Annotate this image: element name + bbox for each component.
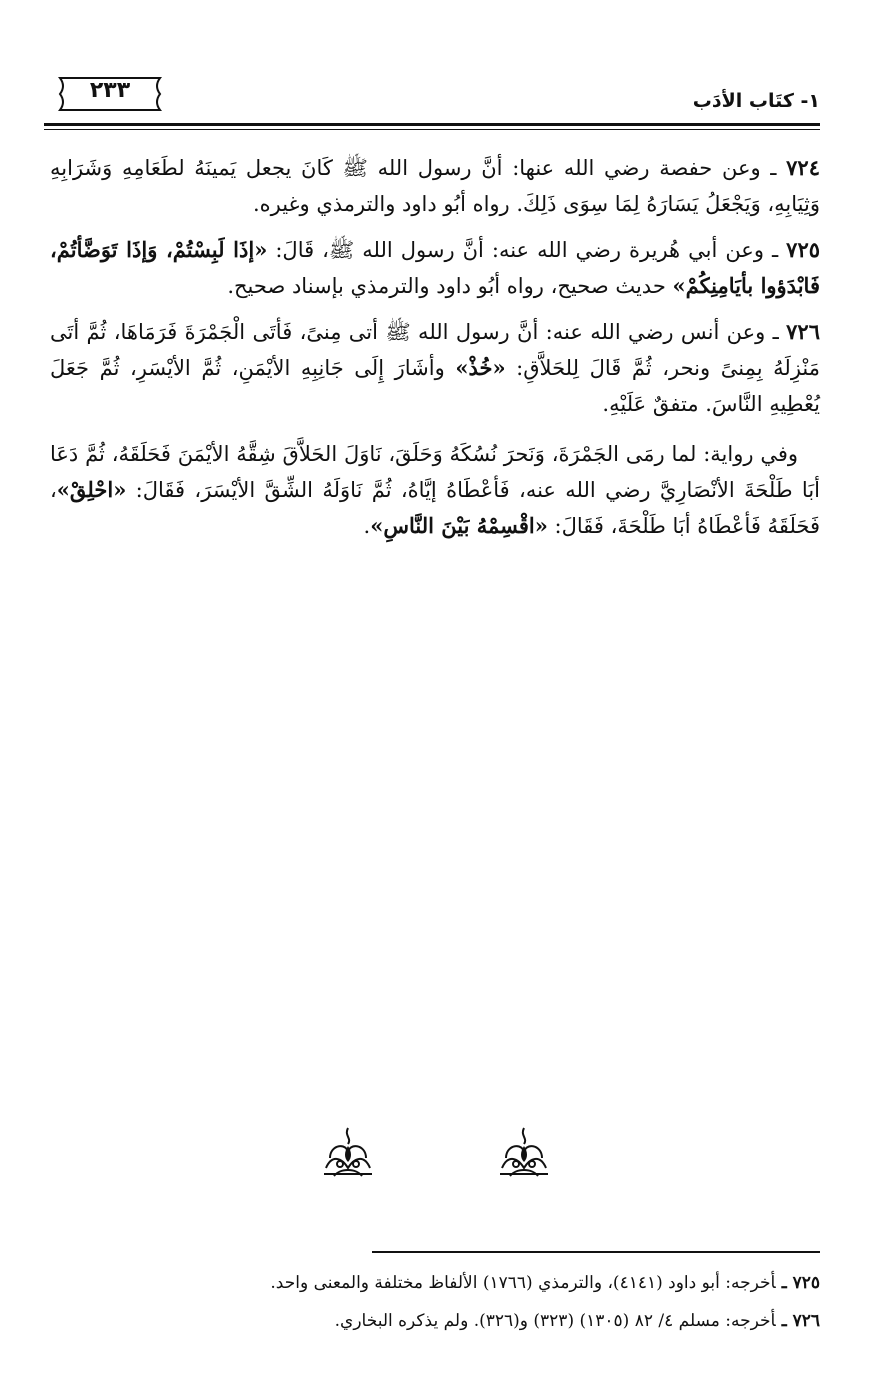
- narration-paragraph: [50, 436, 820, 544]
- hadith-text: ـ وعن أنس رضي الله عنه: أنَّ رسول الله ﷺ أتى مِنىً، فَأتَى الْجَمْرَةَ فَرَمَاهَا، ثُمَّ أتَى مَنْزِلَهُ بِمِنىً ونحر، ثُمَّ قَالَ لِلحَلاَّقِ:: [50, 320, 820, 380]
- section-end-ornaments: [310, 1124, 570, 1184]
- floral-ornament-icon: [496, 1124, 552, 1180]
- hadith-paragraph: [50, 150, 820, 222]
- narration-text: ، فَحَلَقَهُ فَأعْطَاهُ أبَا طَلْحَةَ، فَقَالَ:: [50, 478, 820, 538]
- prophetic-quote: «خُذْ»: [455, 355, 506, 380]
- footnote-text: أخرجه: أبو داود (٤١٤١)، والترمذي (١٧٦٦) الألفاظ مختلفة والمعنى واحد.: [270, 1273, 776, 1293]
- floral-ornament-icon: [320, 1124, 376, 1180]
- prophetic-quote: «اقْسِمْهُ بَيْنَ النَّاسِ»: [370, 513, 548, 538]
- main-text: [50, 150, 820, 554]
- header-rule: [44, 123, 820, 126]
- hadith-paragraph: [50, 314, 820, 422]
- page-header: [44, 72, 820, 122]
- footnote: [50, 1264, 820, 1302]
- prophetic-quote: «إذَا لَبِسْتُمْ، وَإذَا تَوَضَّأتُمْ، فَابْدَؤوا بأيَامِنِكُمْ»: [50, 237, 820, 298]
- hadith-text: وأشَارَ إِلَى جَانِبِهِ الأيْمَنِ، ثُمَّ الأيْسَرِ، ثُمَّ جَعَلَ يُعْطِيهِ النَّاسَ. متفقٌ عَلَيْهِ.: [50, 356, 820, 416]
- hadith-text: حديث صحيح، رواه أبُو داود والترمذي بإسناد صحيح.: [227, 274, 673, 298]
- prophetic-quote: «احْلِقْ»: [56, 477, 127, 502]
- footnote-separator: [372, 1251, 820, 1253]
- footnotes: [50, 1264, 820, 1340]
- header-rule-thin: [44, 129, 820, 130]
- running-title: ١- كتَاب الأدَب: [692, 90, 820, 112]
- hadith-number: ٧٢٥: [786, 237, 821, 262]
- hadith-number: ٧٢٤: [786, 155, 820, 180]
- hadith-text: ـ وعن حفصة رضي الله عنها: أنَّ رسول الله ﷺ كَانَ يجعل يَمينَهُ لطَعَامِهِ وَشَرَابِهِ وَثِيَابِهِ، وَيَجْعَلُ يَسَارَهُ لِمَا سِوَى ذَلِكَ. رواه أبُو داود والترمذي وغيره.: [50, 156, 820, 216]
- footnote: [50, 1302, 820, 1340]
- page-number: ٢٣٣: [89, 78, 131, 103]
- narration-text: .: [363, 514, 371, 538]
- hadith-text: ـ وعن أبي هُريرة رضي الله عنه: أنَّ رسول الله ﷺ، قَالَ:: [267, 238, 787, 262]
- hadith-number: ٧٢٦: [786, 319, 820, 344]
- footnote-number: ٧٢٦ ـ: [781, 1311, 820, 1331]
- footnote-text: أخرجه: مسلم ٤/ ٨٢ (١٣٠٥) (٣٢٣) و(٣٢٦). ولم يذكره البخاري.: [334, 1311, 776, 1331]
- footnote-number: ٧٢٥ ـ: [781, 1273, 820, 1293]
- hadith-paragraph: [50, 232, 820, 304]
- narration-text: وفي رواية: لما رمَى الجَمْرَةَ، وَنَحرَ نُسُكَهُ وَحَلَقَ، نَاوَلَ الحَلاَّقَ شِقَّهُ الأيْمَنَ فَحَلَقَهُ، ثُمَّ دَعَا أبَا طَلْحَةَ الأنْصَارِيَّ رضي الله عنه، فَأعْطَاهُ إيَّاهُ، ثُمَّ نَاوَلَهُ الشِّقَّ الأيْسَرَ، فَقَالَ:: [50, 442, 820, 502]
